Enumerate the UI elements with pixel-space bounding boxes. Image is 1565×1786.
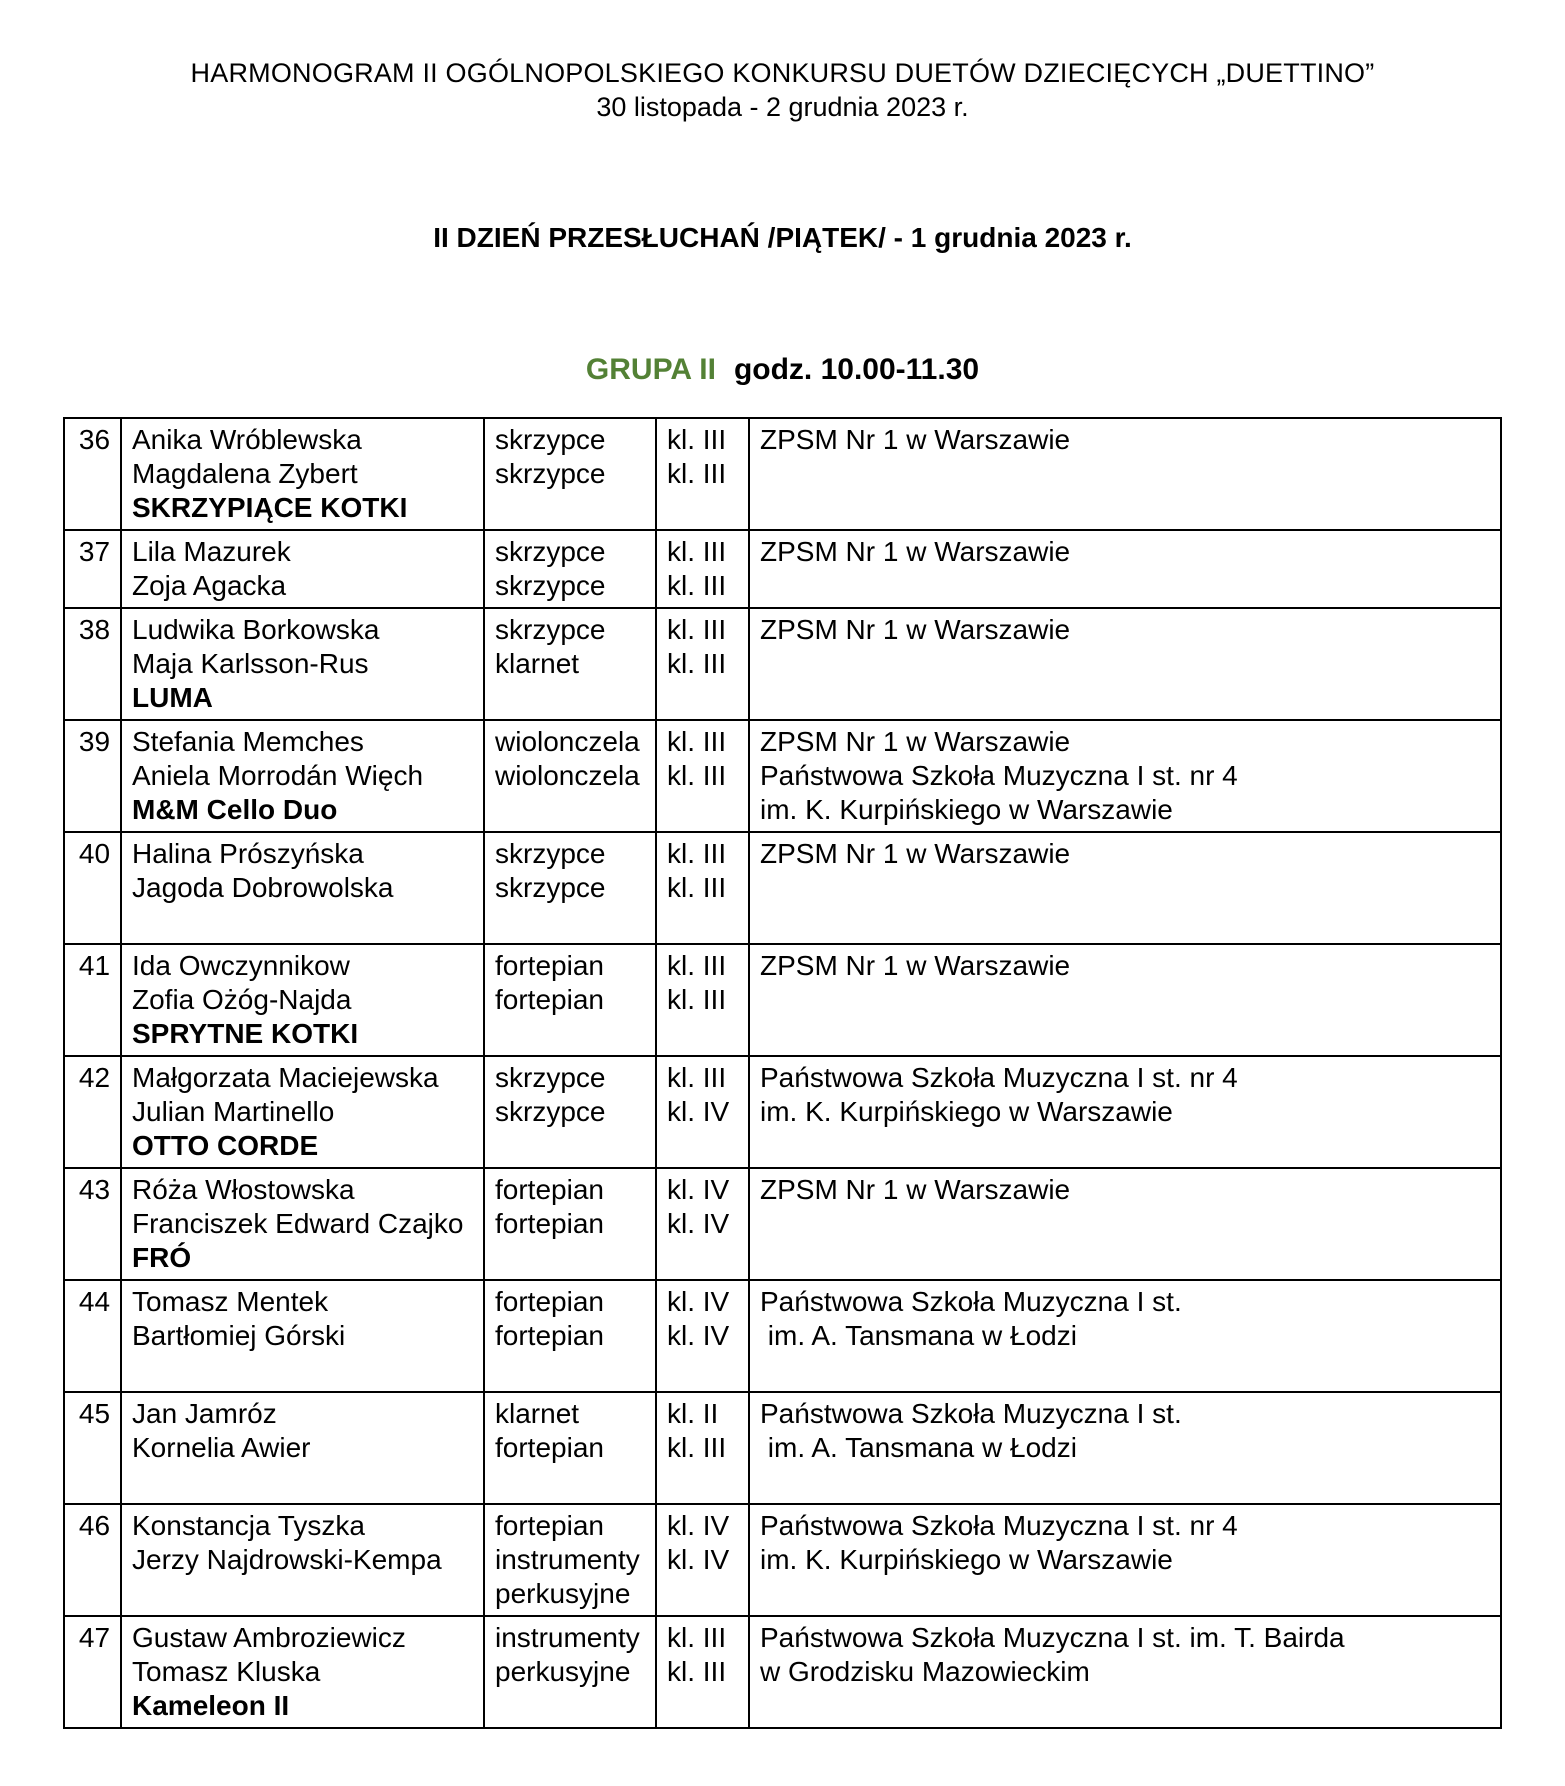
participants-cell — [121, 720, 484, 832]
class-level: kl. IV — [667, 1544, 730, 1575]
school-cell — [749, 1392, 1501, 1504]
entry-number: 37 — [78, 536, 111, 567]
class-level: kl. III — [667, 872, 727, 903]
school-cell — [749, 530, 1501, 608]
classes-cell — [656, 1504, 749, 1616]
school-line: Państwowa Szkoła Muzyczna I st. nr 4 — [760, 760, 1238, 791]
group-heading — [0, 352, 1565, 388]
table-row — [64, 418, 1501, 530]
school-line: im. K. Kurpińskiego w Warszawie — [760, 1544, 1173, 1575]
participants-cell — [121, 1280, 484, 1392]
class-level: kl. III — [667, 1062, 727, 1093]
entry-number-cell — [64, 1280, 121, 1392]
instrument-line: perkusyjne — [495, 1656, 631, 1687]
participant-name: Jan Jamróz — [132, 1398, 277, 1429]
ensemble-name: LUMA — [132, 682, 213, 713]
table-row — [64, 1392, 1501, 1504]
class-level: kl. III — [667, 458, 727, 489]
instrument-line: skrzypce — [495, 1096, 606, 1127]
class-level: kl. III — [667, 838, 727, 869]
entry-number: 38 — [78, 614, 111, 645]
class-level: kl. IV — [667, 1208, 730, 1239]
entry-number: 42 — [78, 1062, 111, 1093]
participant-name: Kornelia Awier — [132, 1432, 311, 1463]
entry-number: 43 — [78, 1174, 111, 1205]
school-line: Państwowa Szkoła Muzyczna I st. nr 4 — [760, 1510, 1238, 1541]
instrument-line: skrzypce — [495, 536, 606, 567]
school-line: Państwowa Szkoła Muzyczna I st. — [760, 1398, 1182, 1429]
class-level: kl. III — [667, 950, 727, 981]
instrument-line: skrzypce — [495, 458, 606, 489]
school-cell — [749, 418, 1501, 530]
class-level: kl. III — [667, 648, 727, 679]
table-row — [64, 1280, 1501, 1392]
classes-cell — [656, 1168, 749, 1280]
document-title: HARMONOGRAM II OGÓLNOPOLSKIEGO KONKURSU DUETÓW DZIECIĘCYCH „DUETTINO” — [190, 58, 1375, 88]
school-cell — [749, 1168, 1501, 1280]
document-subtitle: 30 listopada - 2 grudnia 2023 r. — [596, 92, 969, 122]
school-cell — [749, 1504, 1501, 1616]
participants-cell — [121, 1392, 484, 1504]
participant-name: Gustaw Ambroziewicz — [132, 1622, 406, 1653]
entry-number-cell — [64, 720, 121, 832]
instruments-cell — [484, 1280, 656, 1392]
instrument-line: fortepian — [495, 1286, 604, 1317]
entry-number-cell — [64, 832, 121, 944]
participant-name: Konstancja Tyszka — [132, 1510, 365, 1541]
instrument-line: skrzypce — [495, 614, 606, 645]
participants-cell — [121, 832, 484, 944]
day-heading: II DZIEŃ PRZESŁUCHAŃ /PIĄTEK/ - 1 grudnia 2023 r. — [433, 222, 1132, 253]
ensemble-name: OTTO CORDE — [132, 1130, 319, 1161]
group-label: GRUPA II — [585, 353, 716, 386]
school-line: Państwowa Szkoła Muzyczna I st. nr 4 — [760, 1062, 1238, 1093]
school-line: ZPSM Nr 1 w Warszawie — [760, 614, 1071, 645]
participant-name: Halina Prószyńska — [132, 838, 364, 869]
entry-number-cell — [64, 608, 121, 720]
entry-number-cell — [64, 1504, 121, 1616]
class-level: kl. IV — [667, 1286, 730, 1317]
ensemble-name: Kameleon II — [132, 1690, 290, 1721]
participants-cell — [121, 1504, 484, 1616]
table-row — [64, 608, 1501, 720]
instrument-line: fortepian — [495, 1432, 604, 1463]
instruments-cell — [484, 944, 656, 1056]
participant-name: Bartłomiej Górski — [132, 1320, 346, 1351]
participants-cell — [121, 418, 484, 530]
participant-name: Franciszek Edward Czajko — [132, 1208, 464, 1239]
instrument-line: instrumenty — [495, 1544, 640, 1575]
instruments-cell — [484, 720, 656, 832]
class-level: kl. IV — [667, 1510, 730, 1541]
classes-cell — [656, 418, 749, 530]
instrument-line: skrzypce — [495, 424, 606, 455]
entry-number-cell — [64, 418, 121, 530]
instruments-cell — [484, 608, 656, 720]
instruments-cell — [484, 1168, 656, 1280]
instrument-line: klarnet — [495, 1398, 580, 1429]
table-row — [64, 944, 1501, 1056]
instrument-line: fortepian — [495, 950, 604, 981]
participant-name: Stefania Memches — [132, 726, 364, 757]
class-level: kl. III — [667, 760, 727, 791]
school-line: ZPSM Nr 1 w Warszawie — [760, 424, 1071, 455]
classes-cell — [656, 608, 749, 720]
participants-cell — [121, 1168, 484, 1280]
instrument-line: fortepian — [495, 1174, 604, 1205]
participant-name: Jagoda Dobrowolska — [132, 872, 394, 903]
table-row — [64, 1056, 1501, 1168]
ensemble-name: FRÓ — [132, 1242, 192, 1273]
school-line: im. K. Kurpińskiego w Warszawie — [760, 794, 1173, 825]
participant-name: Jerzy Najdrowski-Kempa — [132, 1544, 442, 1575]
participants-cell — [121, 1056, 484, 1168]
participant-name: Magdalena Zybert — [132, 458, 358, 489]
schedule-table — [63, 417, 1502, 1729]
class-level: kl. III — [667, 570, 727, 601]
school-line: ZPSM Nr 1 w Warszawie — [760, 1174, 1071, 1205]
school-line: w Grodzisku Mazowieckim — [760, 1656, 1090, 1687]
instrument-line: skrzypce — [495, 570, 606, 601]
class-level: kl. III — [667, 1432, 727, 1463]
group-time: godz. 10.00-11.30 — [733, 353, 980, 386]
class-level: kl. III — [667, 536, 727, 567]
participant-name: Zoja Agacka — [132, 570, 287, 601]
entry-number: 41 — [78, 950, 111, 981]
entry-number: 44 — [78, 1286, 111, 1317]
school-line: ZPSM Nr 1 w Warszawie — [760, 536, 1071, 567]
participant-name: Maja Karlsson-Rus — [132, 648, 369, 679]
participants-cell — [121, 1616, 484, 1728]
schedule-table-body — [64, 418, 1501, 1728]
participant-name: Lila Mazurek — [132, 536, 291, 567]
school-cell — [749, 1280, 1501, 1392]
school-cell — [749, 1616, 1501, 1728]
instrument-line: wiolonczela — [495, 760, 640, 791]
school-cell — [749, 832, 1501, 944]
instruments-cell — [484, 1056, 656, 1168]
instruments-cell — [484, 1392, 656, 1504]
classes-cell — [656, 1056, 749, 1168]
participant-name: Tomasz Mentek — [132, 1286, 329, 1317]
participants-cell — [121, 530, 484, 608]
entry-number: 47 — [78, 1622, 111, 1653]
instrument-line: wiolonczela — [495, 726, 640, 757]
participant-name: Julian Martinello — [132, 1096, 335, 1127]
entry-number-cell — [64, 1056, 121, 1168]
ensemble-name: M&M Cello Duo — [132, 794, 338, 825]
ensemble-name: SKRZYPIĄCE KOTKI — [132, 492, 408, 523]
entry-number-cell — [64, 1616, 121, 1728]
entry-number: 45 — [78, 1398, 111, 1429]
participant-name: Anika Wróblewska — [132, 424, 362, 455]
school-line: im. K. Kurpińskiego w Warszawie — [760, 1096, 1173, 1127]
entry-number: 36 — [78, 424, 111, 455]
table-row — [64, 720, 1501, 832]
spacer-line — [132, 1353, 477, 1387]
instrument-line: fortepian — [495, 1208, 604, 1239]
instrument-line: skrzypce — [495, 838, 606, 869]
instrument-line: klarnet — [495, 648, 580, 679]
instrument-line: perkusyjne — [495, 1578, 631, 1609]
entry-number-cell — [64, 530, 121, 608]
entry-number: 39 — [78, 726, 111, 757]
class-level: kl. III — [667, 726, 727, 757]
class-level: kl. III — [667, 424, 727, 455]
classes-cell — [656, 530, 749, 608]
instrument-line: instrumenty — [495, 1622, 640, 1653]
instrument-line: fortepian — [495, 1320, 604, 1351]
class-level: kl. III — [667, 614, 727, 645]
participant-name: Róża Włostowska — [132, 1174, 355, 1205]
participant-name: Aniela Morrodán Więch — [132, 760, 424, 791]
school-cell — [749, 720, 1501, 832]
instruments-cell — [484, 1616, 656, 1728]
school-cell — [749, 1056, 1501, 1168]
ensemble-name: SPRYTNE KOTKI — [132, 1018, 359, 1049]
entry-number-cell — [64, 1392, 121, 1504]
entry-number: 46 — [78, 1510, 111, 1541]
participant-name: Ida Owczynnikow — [132, 950, 350, 981]
instruments-cell — [484, 418, 656, 530]
class-level: kl. III — [667, 1656, 727, 1687]
class-level: kl. IV — [667, 1174, 730, 1205]
class-level: kl. II — [667, 1398, 719, 1429]
participant-name: Ludwika Borkowska — [132, 614, 380, 645]
classes-cell — [656, 832, 749, 944]
class-level: kl. IV — [667, 1096, 730, 1127]
table-row — [64, 1168, 1501, 1280]
school-line: im. A. Tansmana w Łodzi — [760, 1432, 1077, 1463]
table-row — [64, 530, 1501, 608]
participants-cell — [121, 944, 484, 1056]
instruments-cell — [484, 1504, 656, 1616]
entry-number-cell — [64, 1168, 121, 1280]
school-line: ZPSM Nr 1 w Warszawie — [760, 838, 1071, 869]
classes-cell — [656, 1616, 749, 1728]
instruments-cell — [484, 530, 656, 608]
school-line: ZPSM Nr 1 w Warszawie — [760, 950, 1071, 981]
entry-number: 40 — [78, 838, 111, 869]
entry-number-cell — [64, 944, 121, 1056]
instrument-line: fortepian — [495, 984, 604, 1015]
classes-cell — [656, 720, 749, 832]
spacer-line — [132, 905, 477, 939]
instrument-line: fortepian — [495, 1510, 604, 1541]
school-cell — [749, 608, 1501, 720]
class-level: kl. III — [667, 984, 727, 1015]
table-row — [64, 1504, 1501, 1616]
instrument-line: skrzypce — [495, 1062, 606, 1093]
classes-cell — [656, 1280, 749, 1392]
instrument-line: skrzypce — [495, 872, 606, 903]
school-line: im. A. Tansmana w Łodzi — [760, 1320, 1077, 1351]
instruments-cell — [484, 832, 656, 944]
school-cell — [749, 944, 1501, 1056]
classes-cell — [656, 944, 749, 1056]
classes-cell — [656, 1392, 749, 1504]
school-line: ZPSM Nr 1 w Warszawie — [760, 726, 1071, 757]
participants-cell — [121, 608, 484, 720]
class-level: kl. III — [667, 1622, 727, 1653]
participant-name: Małgorzata Maciejewska — [132, 1062, 439, 1093]
school-line: Państwowa Szkoła Muzyczna I st. im. T. Bairda — [760, 1622, 1345, 1653]
participant-name: Tomasz Kluska — [132, 1656, 321, 1687]
table-row — [64, 832, 1501, 944]
spacer-line — [132, 1465, 477, 1499]
class-level: kl. IV — [667, 1320, 730, 1351]
participant-name: Zofia Ożóg-Najda — [132, 984, 352, 1015]
table-row — [64, 1616, 1501, 1728]
school-line: Państwowa Szkoła Muzyczna I st. — [760, 1286, 1182, 1317]
